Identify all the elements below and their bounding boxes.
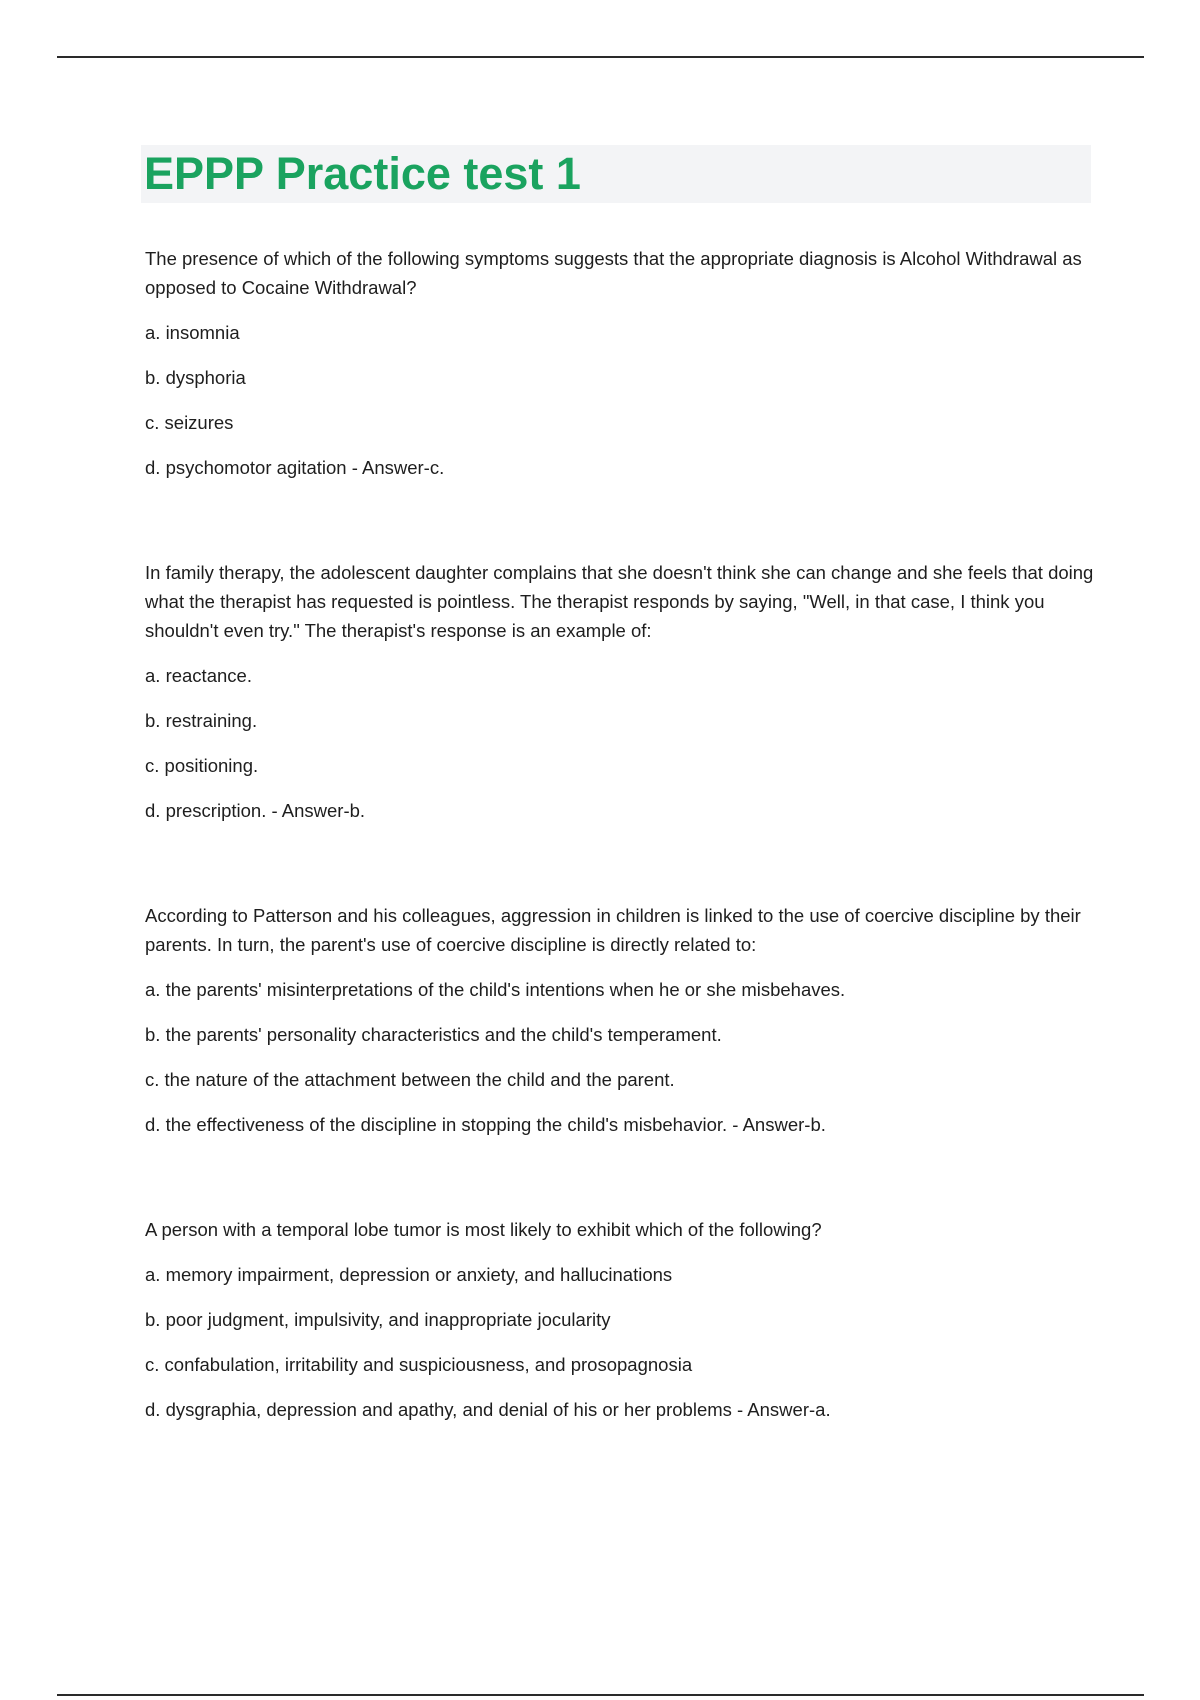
answer-option: d. the effectiveness of the discipline in stopping the child's misbehavior. - Answer-b. [145,1114,826,1135]
question-4 [145,1215,1095,1424]
answer-option: a. the parents' misinterpretations of the child's intentions when he or she misbehaves. [145,979,846,1000]
header-rule [57,56,1144,58]
question-stem: According to Patterson and his colleagues, aggression in children is linked to the use of coercive discipline by their parents. In turn, the parent's use of coercive discipline is directly related to: [145,905,1081,955]
page-title: EPPP Practice test 1 [144,148,581,199]
answer-option: b. restraining. [145,710,258,731]
answer-option: c. seizures [145,412,234,433]
answer-option: b. poor judgment, impulsivity, and inappropriate jocularity [145,1309,611,1330]
answer-option: d. prescription. - Answer-b. [145,800,366,821]
answer-option: d. dysgraphia, depression and apathy, and denial of his or her problems - Answer-a. [145,1399,831,1420]
question-1 [145,244,1095,482]
answer-option: d. psychomotor agitation - Answer-c. [145,457,445,478]
question-stem: A person with a temporal lobe tumor is most likely to exhibit which of the following? [145,1219,822,1240]
footer-rule [57,1694,1144,1696]
answer-option: c. the nature of the attachment between the child and the parent. [145,1069,675,1090]
question-2 [145,558,1095,825]
question-stem: In family therapy, the adolescent daughter complains that she doesn't think she can change and she feels that doing what the therapist has requested is pointless. The therapist responds by saying, "Well, in that case, I think you shouldn't even try." The therapist's response is an example of: [145,562,1094,641]
answer-option: a. insomnia [145,322,240,343]
answer-option: c. confabulation, irritability and suspiciousness, and prosopagnosia [145,1354,693,1375]
answer-option: b. the parents' personality characteristics and the child's temperament. [145,1024,722,1045]
question-3 [145,901,1095,1139]
answer-option: c. positioning. [145,755,259,776]
question-list [145,244,1095,1500]
answer-option: a. reactance. [145,665,252,686]
question-stem: The presence of which of the following symptoms suggests that the appropriate diagnosis is Alcohol Withdrawal as opposed to Cocaine Withdrawal? [145,248,1082,298]
answer-option: b. dysphoria [145,367,246,388]
answer-option: a. memory impairment, depression or anxiety, and hallucinations [145,1264,673,1285]
